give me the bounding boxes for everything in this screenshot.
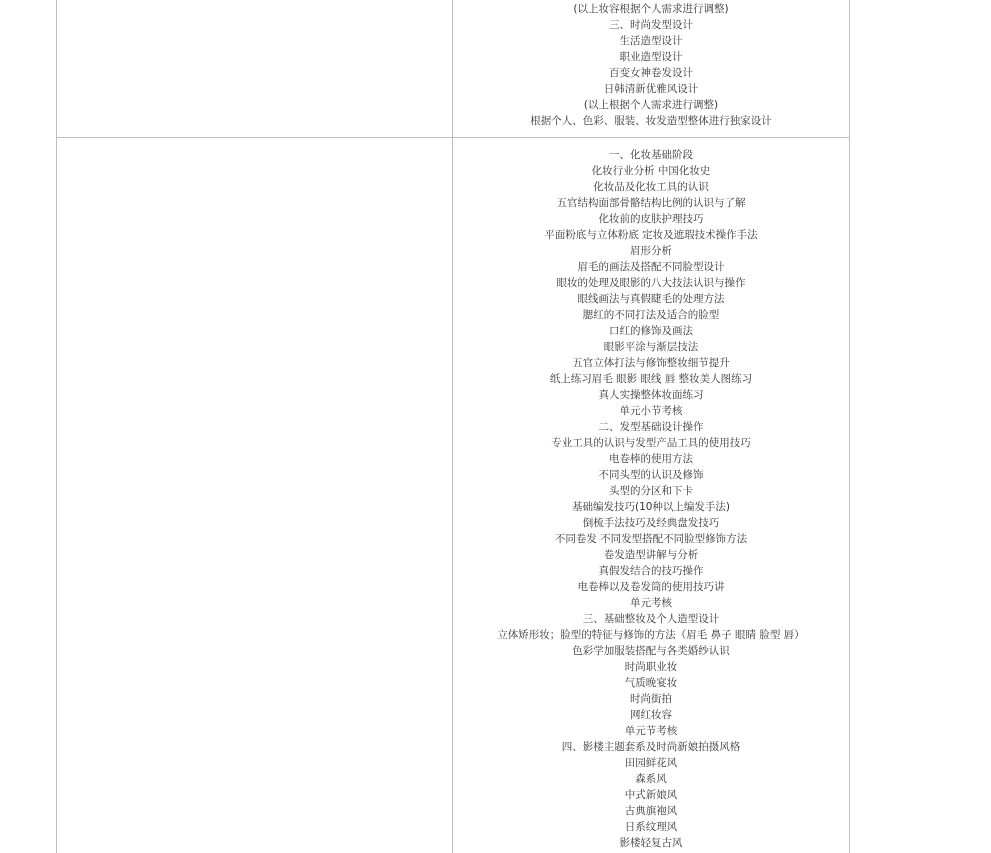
table-row bbox=[57, 138, 850, 853]
course-line: 纸上练习眉毛 眼影 眼线 唇 整妆美人图练习 bbox=[549, 373, 753, 385]
course-line: 三、基础整妆及个人造型设计 bbox=[582, 613, 720, 625]
course-line: 眼线画法与真假睫毛的处理方法 bbox=[577, 293, 725, 305]
table-cell-left-empty bbox=[57, 138, 453, 853]
course-line: 森系风 bbox=[635, 773, 667, 785]
course-line: 不同卷发 不同发型搭配不同脸型修饰方法 bbox=[554, 533, 748, 545]
course-line: 眼影平涂与渐层技法 bbox=[603, 341, 699, 353]
course-line: 倒梳手法技巧及经典盘发技巧 bbox=[582, 517, 720, 529]
course-line: 卷发造型讲解与分析 bbox=[603, 549, 699, 561]
course-line: (以上妆容根据个人需求进行调整) bbox=[573, 3, 729, 15]
course-line: 网红妆容 bbox=[630, 709, 672, 721]
course-line: 二、发型基础设计操作 bbox=[598, 421, 704, 433]
course-line: 不同头型的认识及修饰 bbox=[598, 469, 704, 481]
course-content-table bbox=[56, 0, 850, 853]
course-line: 单元小节考核 bbox=[619, 405, 683, 417]
course-line: 色彩学加服装搭配与各类婚纱认识 bbox=[572, 645, 730, 657]
course-line: 气质晚宴妆 bbox=[624, 677, 678, 689]
course-line: 真假发结合的技巧操作 bbox=[598, 565, 704, 577]
course-line: 五官立体打法与修饰整妆细节提升 bbox=[572, 357, 730, 369]
course-line: 古典旗袍风 bbox=[624, 805, 678, 817]
course-line: 田园鲜花风 bbox=[624, 757, 678, 769]
course-line: 单元节考核 bbox=[624, 725, 678, 737]
course-line: 专业工具的认识与发型产品工具的使用技巧 bbox=[551, 437, 751, 449]
course-line: 时尚街拍 bbox=[630, 693, 672, 705]
course-line: 基础编发技巧(10种以上编发手法) bbox=[571, 501, 731, 513]
course-line: 日系纹理风 bbox=[624, 821, 678, 833]
course-line: 化妆品及化妆工具的认识 bbox=[593, 181, 709, 193]
course-line: 电卷棒以及卷发筒的使用技巧讲 bbox=[577, 581, 725, 593]
course-line: 生活造型设计 bbox=[619, 35, 683, 47]
course-line: 真人实操整体妆面练习 bbox=[598, 389, 704, 401]
course-line: 口红的修饰及画法 bbox=[609, 325, 693, 337]
course-line: 百变女神卷发设计 bbox=[609, 67, 693, 79]
course-line: 日韩清新优雅风设计 bbox=[603, 83, 699, 95]
course-line: 眉形分析 bbox=[630, 245, 672, 257]
table-row bbox=[57, 0, 850, 138]
course-line: 影楼轻复古风 bbox=[619, 837, 683, 849]
course-line: 化妆前的皮肤护理技巧 bbox=[598, 213, 704, 225]
course-line: 五官结构面部骨骼结构比例的认识与了解 bbox=[556, 197, 746, 209]
course-content-lines bbox=[453, 138, 849, 853]
course-line: 立体矫形妆；脸型的特征与修饰的方法（眉毛 鼻子 眼睛 脸型 唇） bbox=[497, 629, 805, 641]
table-cell-course-content bbox=[453, 138, 850, 853]
course-line: (以上根据个人需求进行调整) bbox=[583, 99, 719, 111]
course-line: 单元考核 bbox=[630, 597, 672, 609]
table-cell-course-content bbox=[453, 0, 850, 138]
course-line: 电卷棒的使用方法 bbox=[609, 453, 693, 465]
course-line: 化妆行业分析 中国化妆史 bbox=[591, 165, 711, 177]
course-line: 根据个人、色彩、服装、妆发造型整体进行独家设计 bbox=[530, 115, 772, 127]
table-cell-left-empty bbox=[57, 0, 453, 138]
course-line: 腮红的不同打法及适合的脸型 bbox=[582, 309, 720, 321]
course-line: 中式新娘风 bbox=[624, 789, 678, 801]
course-line: 职业造型设计 bbox=[619, 51, 683, 63]
course-line: 平面粉底与立体粉底 定妆及遮瑕技术操作手法 bbox=[544, 229, 758, 241]
course-line: 一、化妆基础阶段 bbox=[609, 149, 693, 161]
course-line: 三、时尚发型设计 bbox=[609, 19, 693, 31]
course-line: 头型的分区和下卡 bbox=[609, 485, 693, 497]
course-line: 四、影楼主题套系及时尚新娘拍摄风格 bbox=[561, 741, 741, 753]
course-line: 眉毛的画法及搭配不同脸型设计 bbox=[577, 261, 725, 273]
course-line: 时尚职业妆 bbox=[624, 661, 678, 673]
course-content-lines bbox=[453, 0, 849, 137]
course-line: 眼妆的处理及眼影的八大技法认识与操作 bbox=[556, 277, 746, 289]
